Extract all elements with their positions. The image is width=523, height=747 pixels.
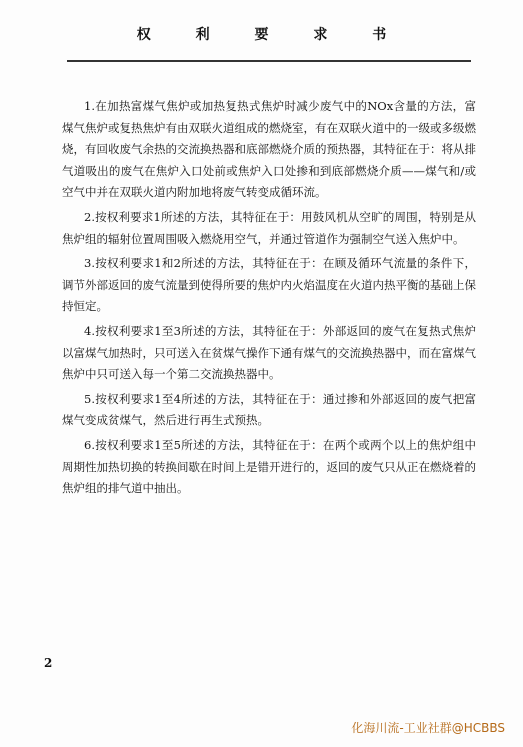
claim-6: 6.按权利要求1至5所述的方法，其特征在于：在两个或两个以上的焦炉组中周期性加热切换的转换间歇在时间上是错开进行的，返回的废气只从正在燃烧着的焦炉组的排气道中抽出。 [62, 437, 476, 496]
claim-3: 3.按权利要求1和2所述的方法，其特征在于：在顾及循环气流量的条件下，调节外部返回的废气流量到使得所要的焦炉内火焰温度在火道内热平衡的基础上保持恒定。 [62, 256, 476, 314]
page-number: 2 [44, 656, 53, 670]
header-divider [67, 60, 471, 62]
watermark-text: 化海川流-工业社群@HCBBS [351, 721, 505, 735]
claim-2: 2.按权利要求1所述的方法，其特征在于：用鼓风机从空旷的周围，特别是从焦炉组的辐射位置周围吸入燃烧用空气，并通过管道作为强制空气送入焦炉中。 [62, 209, 476, 246]
claim-1: 1.在加热富煤气焦炉或加热复热式焦炉时减少废气中的NOx含量的方法，富煤气焦炉或复热焦炉有由双联火道组成的燃烧室，有在双联火道中的一级或多级燃烧，有回收废气余热的交流换热器和底部燃烧介质的预热器，其特征在于：将从排气道吸出的废气在焦炉入口处前或焦炉入口处掺和到底部燃烧介质——煤气和/或空气中并在双联火道内附加地将废气转变成循环流。 [62, 99, 476, 200]
claim-4: 4.按权利要求1至3所述的方法，其特征在于：外部返回的废气在复热式焦炉以富煤气加热时，只可送入在贫煤气操作下通有煤气的交流换热器中，而在富煤气焦炉中只可送入每一个第二交流换热器中。 [62, 323, 476, 382]
page-title: 权 利 要 求 书 [136, 27, 407, 43]
claim-5: 5.按权利要求1至4所述的方法，其特征在于：通过掺和外部返回的废气把富煤气变成贫煤气，然后进行再生式预热。 [62, 391, 476, 428]
claims-body [62, 96, 476, 503]
